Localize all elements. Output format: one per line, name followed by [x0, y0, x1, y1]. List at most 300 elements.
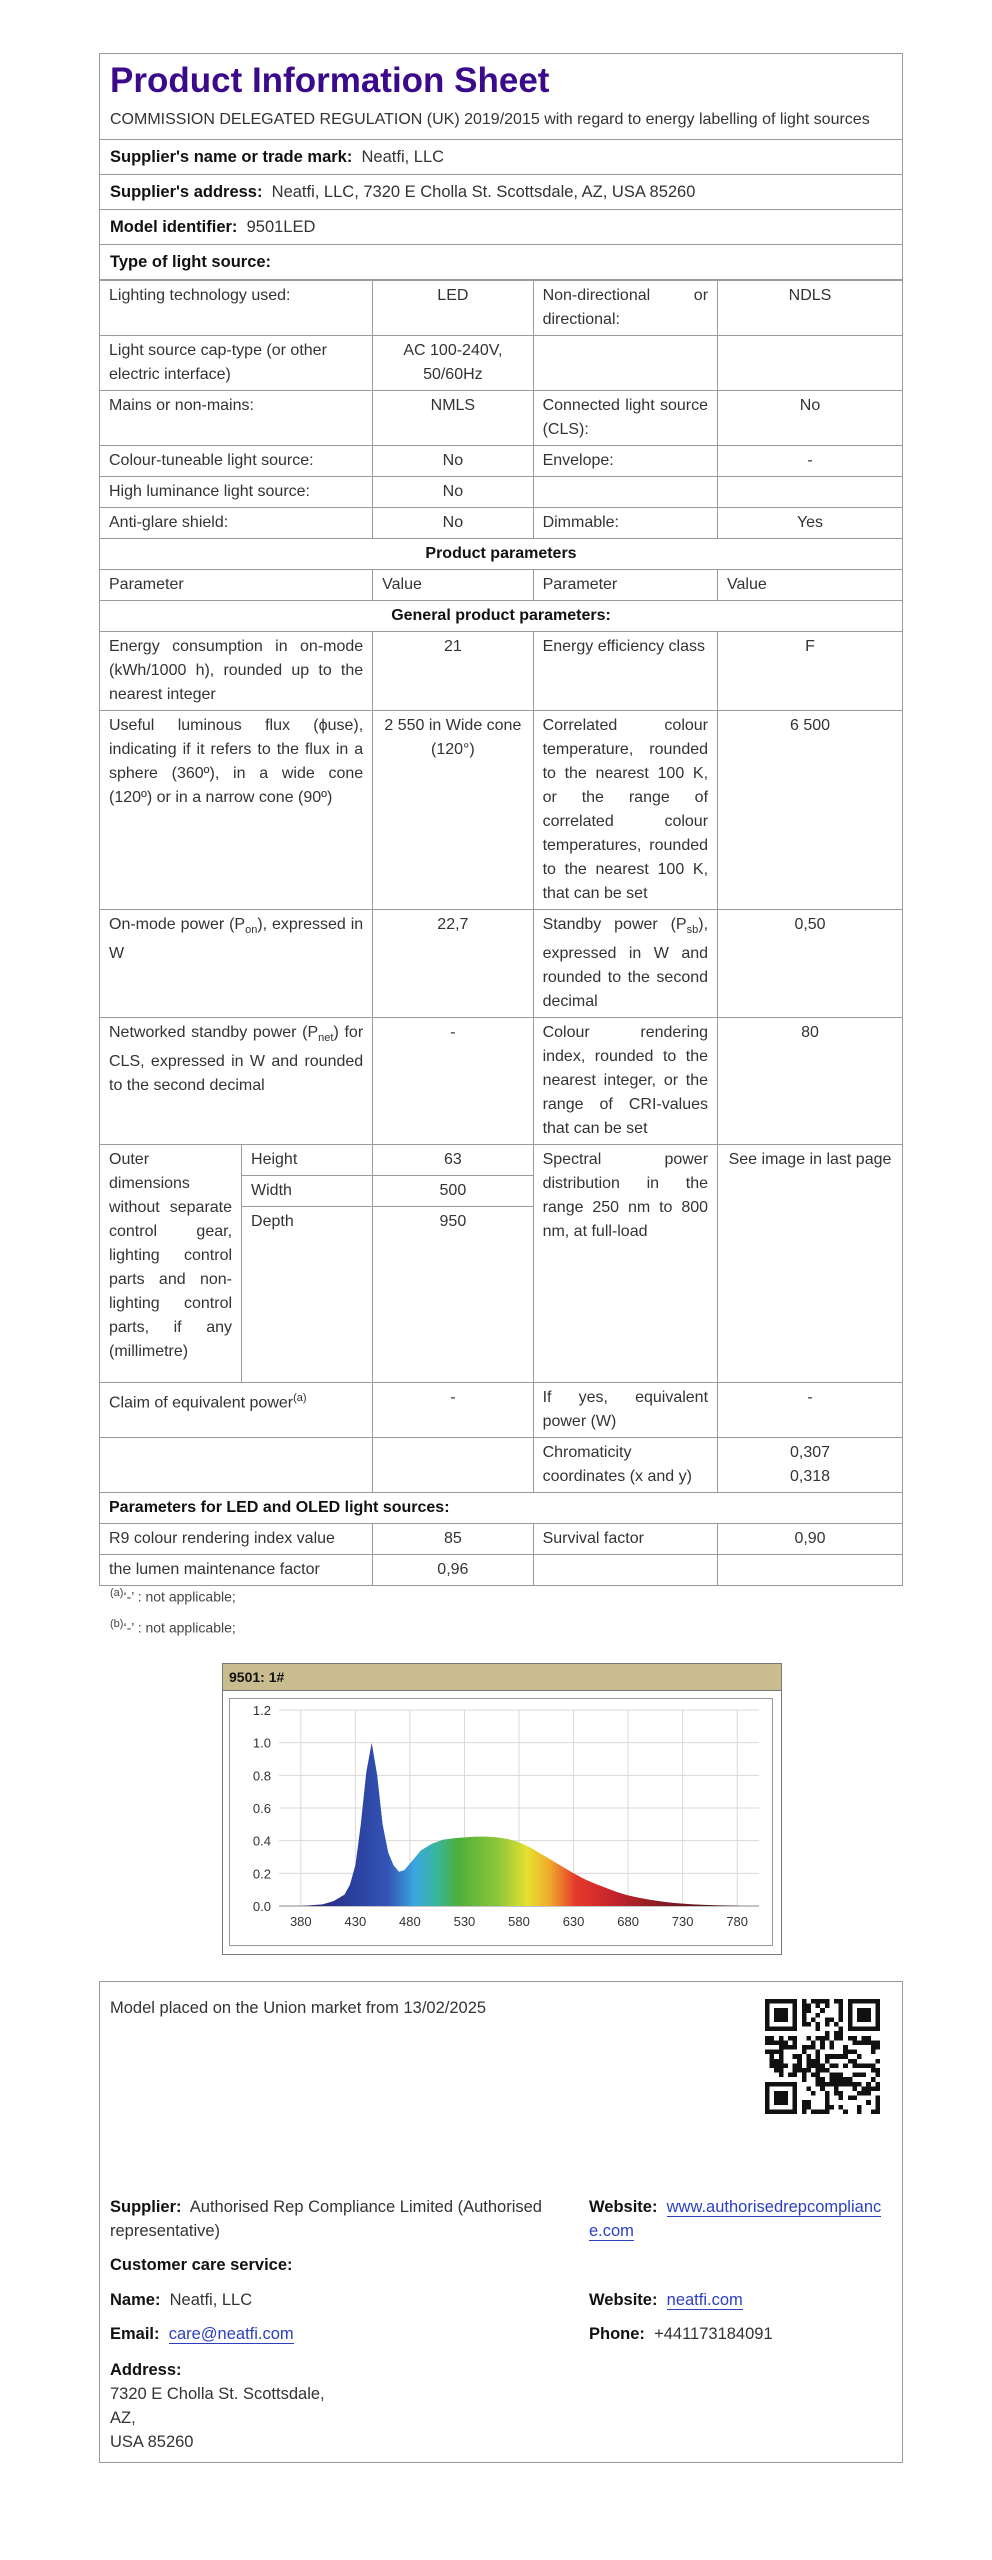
qr-module — [788, 2073, 793, 2078]
product-parameters-heading: Product parameters — [100, 539, 902, 570]
qr-module — [816, 2068, 821, 2073]
cell-label: Mains or non-mains: — [100, 391, 373, 446]
qr-module — [806, 2068, 811, 2073]
qr-module — [875, 2068, 880, 2073]
address-label: Address: — [110, 2361, 182, 2379]
qr-module — [793, 2096, 798, 2101]
qr-module — [793, 2027, 798, 2032]
qr-module — [843, 2077, 848, 2082]
table-row — [100, 601, 902, 632]
qr-module — [816, 1999, 821, 2004]
qr-module — [816, 2073, 821, 2078]
label-subscript: sb — [686, 924, 699, 937]
qr-module — [802, 2077, 807, 2082]
cell-value: 0,96 — [373, 1555, 533, 1586]
depth-value: 950 — [439, 1213, 467, 1231]
x-tick-label: 530 — [453, 1914, 476, 1929]
qr-module — [779, 2040, 784, 2045]
customer-care-heading — [110, 2253, 293, 2277]
qr-module — [793, 2008, 798, 2013]
supplier-value: Authorised Rep Compliance Limited (Authorised representative) — [110, 2198, 542, 2240]
qr-module — [834, 2022, 839, 2027]
qr-module — [802, 2105, 807, 2110]
name-info — [110, 2288, 252, 2312]
column-header: Value — [718, 570, 902, 601]
chromaticity-y: 0,318 — [789, 1468, 831, 1486]
qr-module — [825, 2054, 830, 2059]
y-tick-label: 0.8 — [252, 1768, 271, 1784]
qr-module — [834, 2063, 839, 2068]
qr-module — [816, 2050, 821, 2055]
qr-module — [857, 2054, 862, 2059]
qr-module — [797, 2054, 802, 2059]
table-row — [100, 1524, 902, 1555]
label-part: ), expressed in W and rounded to the second decimal — [542, 916, 709, 1011]
qr-module — [811, 2045, 816, 2050]
qr-module — [770, 2054, 775, 2059]
cell-value: NDLS — [718, 281, 902, 336]
y-tick-label: 0.0 — [252, 1899, 271, 1914]
qr-module — [820, 2068, 825, 2073]
model-identifier-label: Model identifier: — [110, 218, 238, 236]
qr-module — [806, 2086, 811, 2091]
cell-label: Energy efficiency class — [533, 632, 717, 711]
qr-module — [806, 2008, 811, 2013]
cell-value: No — [373, 508, 533, 539]
table-row — [100, 281, 902, 336]
label-part: ) for CLS, expressed in W and rounded to the second decimal — [109, 1024, 364, 1095]
qr-module — [839, 2013, 844, 2018]
market-date: Model placed on the Union market from 13/02/2025 — [110, 1999, 487, 2017]
qr-module — [806, 2004, 811, 2009]
qr-module — [788, 1999, 793, 2004]
supplier-name-label: Supplier's name or trade mark: — [110, 148, 353, 166]
qr-module — [783, 2096, 788, 2101]
cell-label: Non-directional or directional: — [533, 281, 717, 336]
qr-module — [862, 2040, 867, 2045]
qr-module — [816, 2059, 821, 2064]
cell-empty — [533, 1555, 717, 1586]
phone-label: Phone: — [589, 2325, 645, 2343]
supplier-address-row — [100, 175, 902, 210]
qr-module — [875, 2008, 880, 2013]
qr-module — [774, 2008, 779, 2013]
qr-module — [774, 2059, 779, 2064]
qr-module — [770, 2063, 775, 2068]
qr-module — [875, 2040, 880, 2045]
table-header-row — [100, 570, 902, 601]
qr-module — [806, 2045, 811, 2050]
cell-value — [718, 336, 902, 391]
table-row — [100, 910, 902, 1018]
qr-module — [866, 2063, 871, 2068]
cell-value — [718, 477, 902, 508]
footnote-text: ‘-’ : not applicable; — [123, 1588, 236, 1605]
qr-module — [765, 2105, 770, 2110]
qr-module — [802, 2004, 807, 2009]
qr-module — [788, 2082, 793, 2087]
label-part: On-mode power (P — [109, 916, 246, 933]
qr-module — [779, 2050, 784, 2055]
x-tick-label: 580 — [508, 1914, 530, 1929]
qr-module — [862, 2027, 867, 2032]
qr-module — [848, 2036, 853, 2041]
qr-module — [866, 2100, 871, 2105]
x-tick-label: 680 — [617, 1914, 639, 1929]
cell-value: 21 — [373, 632, 533, 711]
qr-module — [811, 2017, 816, 2022]
qr-module — [852, 2082, 857, 2087]
name-label: Name: — [110, 2291, 161, 2309]
qr-module — [779, 2013, 784, 2018]
cell-value: - — [373, 1383, 533, 1438]
qr-module — [839, 2031, 844, 2036]
email-label: Email: — [110, 2325, 160, 2343]
cell-value: 6 500 — [718, 711, 902, 910]
table-row — [100, 539, 902, 570]
footer-section — [99, 1981, 903, 2463]
qr-module — [834, 2073, 839, 2078]
cell-value: See image in last page — [718, 1145, 902, 1383]
qr-module — [875, 2082, 880, 2087]
cell-label — [533, 910, 717, 1018]
qr-module — [820, 2109, 825, 2114]
qr-module — [816, 2082, 821, 2087]
qr-module — [829, 2105, 834, 2110]
qr-module — [765, 1999, 770, 2004]
qr-module — [848, 2017, 853, 2022]
qr-module — [875, 2086, 880, 2091]
qr-module — [875, 2017, 880, 2022]
qr-module — [779, 2091, 784, 2096]
qr-module — [834, 2077, 839, 2082]
height-value: 63 — [373, 1145, 532, 1176]
qr-module — [770, 2109, 775, 2114]
cell-label: Connected light source (CLS): — [533, 391, 717, 446]
qr-module — [793, 2045, 798, 2050]
qr-module — [765, 2086, 770, 2091]
qr-module — [820, 2036, 825, 2041]
qr-module — [866, 2091, 871, 2096]
qr-module — [866, 2086, 871, 2091]
dimensions-table — [100, 1145, 372, 1382]
x-tick-label: 630 — [562, 1914, 585, 1929]
table-row — [100, 711, 902, 910]
cell-value: LED — [373, 281, 533, 336]
qr-module — [802, 2073, 807, 2078]
y-tick-label: 1.0 — [252, 1735, 271, 1751]
qr-module — [783, 2040, 788, 2045]
qr-module — [848, 2027, 853, 2032]
cell-label: Dimmable: — [533, 508, 717, 539]
qr-module — [857, 2073, 862, 2078]
qr-module — [811, 2059, 816, 2064]
qr-module — [765, 2008, 770, 2013]
website2-link[interactable]: neatfi.com — [666, 2291, 743, 2309]
qr-module — [774, 2050, 779, 2055]
cell-value: - — [718, 1383, 902, 1438]
qr-module — [802, 2068, 807, 2073]
qr-module — [848, 2059, 853, 2064]
qr-module — [811, 2091, 816, 2096]
qr-module — [848, 2008, 853, 2013]
qr-module — [770, 2027, 775, 2032]
cell-label: Useful luminous flux (ϕuse), indicating if it refers to the flux in a sphere (360º), in a wide cone (120º) or in a narrow cone (90º) — [100, 711, 373, 910]
cell-value: 0,50 — [718, 910, 902, 1018]
model-identifier-value: 9501LED — [246, 218, 316, 236]
qr-module — [774, 2091, 779, 2096]
qr-module — [779, 2096, 784, 2101]
qr-module — [862, 2073, 867, 2078]
qr-module — [834, 2036, 839, 2041]
qr-module — [871, 2063, 876, 2068]
qr-module — [793, 2054, 798, 2059]
supplier-address-label: Supplier's address: — [110, 183, 263, 201]
qr-module — [825, 2096, 830, 2101]
dimensions-label: Outer dimensions without separate control gear, lighting control parts and non-lighting control parts, if any (millimetre) — [100, 1145, 242, 1382]
address-info — [110, 2358, 325, 2454]
qr-module — [825, 1999, 830, 2004]
qr-module — [848, 2077, 853, 2082]
y-tick-label: 0.6 — [252, 1801, 271, 1816]
qr-module — [774, 1999, 779, 2004]
qr-module — [793, 2082, 798, 2087]
qr-module — [774, 2068, 779, 2073]
label-superscript: (a) — [293, 1392, 307, 1405]
qr-module — [779, 2109, 784, 2114]
qr-module — [866, 2040, 871, 2045]
qr-module — [793, 2073, 798, 2078]
qr-module — [852, 2040, 857, 2045]
qr-module — [866, 2008, 871, 2013]
qr-module — [793, 1999, 798, 2004]
email-link[interactable]: care@neatfi.com — [168, 2325, 294, 2343]
cell-label: Colour-tuneable light source: — [100, 446, 373, 477]
customer-care-label: Customer care service: — [110, 2256, 293, 2274]
qr-module — [765, 2109, 770, 2114]
qr-module — [820, 2077, 825, 2082]
qr-module — [839, 2008, 844, 2013]
website-link[interactable]: www.authorisedrepcompliance.com — [589, 2198, 882, 2240]
qr-module — [848, 2022, 853, 2027]
qr-module — [793, 2040, 798, 2045]
qr-module — [843, 2109, 848, 2114]
address-line: USA 85260 — [110, 2433, 194, 2451]
general-parameters-heading: General product parameters: — [100, 601, 902, 632]
column-header: Value — [373, 570, 533, 601]
table-row — [100, 1438, 902, 1493]
qr-module — [820, 2008, 825, 2013]
qr-module — [852, 2063, 857, 2068]
qr-module — [852, 2050, 857, 2055]
qr-module — [793, 2109, 798, 2114]
qr-module — [793, 2086, 798, 2091]
qr-module — [871, 2109, 876, 2114]
qr-module — [857, 2105, 862, 2110]
y-tick-label: 0.2 — [252, 1866, 271, 1882]
qr-module — [843, 2063, 848, 2068]
qr-module — [825, 2004, 830, 2009]
qr-module — [765, 2050, 770, 2055]
chart-frame — [230, 1699, 773, 1946]
cell-value — [718, 1438, 902, 1493]
qr-module — [820, 2086, 825, 2091]
qr-module — [839, 2004, 844, 2009]
qr-module — [779, 2036, 784, 2041]
qr-module — [765, 2027, 770, 2032]
qr-module — [783, 2082, 788, 2087]
qr-module — [866, 2036, 871, 2041]
website2-label: Website: — [589, 2291, 658, 2309]
qr-module — [839, 1999, 844, 2004]
qr-module — [811, 1999, 816, 2004]
supplier-info — [110, 2195, 580, 2243]
qr-module — [825, 2031, 830, 2036]
cell-value: No — [718, 391, 902, 446]
qr-module — [797, 2059, 802, 2064]
qr-module — [774, 2027, 779, 2032]
qr-module — [816, 2077, 821, 2082]
dimensions-values-cell — [373, 1145, 533, 1383]
qr-module — [857, 2091, 862, 2096]
label-part: Standby power (P — [542, 916, 687, 933]
qr-module — [820, 2082, 825, 2087]
supplier-name-row — [100, 140, 902, 175]
led-parameters-heading: Parameters for LED and OLED light sources: — [100, 1493, 902, 1524]
qr-module — [806, 2036, 811, 2041]
cell-label: Light source cap-type (or other electric interface) — [100, 336, 373, 391]
qr-module — [770, 2082, 775, 2087]
qr-module — [857, 2082, 862, 2087]
qr-module — [793, 2022, 798, 2027]
qr-module — [825, 2022, 830, 2027]
qr-module — [816, 2022, 821, 2027]
cell-label: the lumen maintenance factor — [100, 1555, 373, 1586]
qr-module — [820, 2045, 825, 2050]
supplier-label: Supplier: — [110, 2198, 182, 2216]
qr-module — [857, 2008, 862, 2013]
qr-module — [774, 2100, 779, 2105]
qr-module — [779, 2008, 784, 2013]
qr-module — [875, 2045, 880, 2050]
phone-info — [589, 2322, 773, 2346]
qr-module — [829, 2017, 834, 2022]
qr-module — [765, 2022, 770, 2027]
qr-module — [816, 2109, 821, 2114]
qr-module — [862, 2086, 867, 2091]
qr-code-icon[interactable] — [765, 1999, 880, 2114]
label-part: Networked standby power (P — [109, 1024, 319, 1042]
table-row — [100, 1493, 902, 1524]
table-row — [100, 1018, 902, 1145]
qr-module — [848, 2050, 853, 2055]
qr-module — [852, 2086, 857, 2091]
spectral-chart — [222, 1663, 782, 1955]
x-tick-label: 780 — [726, 1914, 749, 1929]
qr-module — [857, 2017, 862, 2022]
qr-module — [802, 2017, 807, 2022]
cell-value: - — [718, 446, 902, 477]
qr-module — [779, 2100, 784, 2105]
qr-module — [806, 2063, 811, 2068]
qr-module — [839, 2091, 844, 2096]
column-header: Parameter — [100, 570, 373, 601]
phone-value: +441173184091 — [654, 2325, 773, 2343]
table-row — [100, 336, 902, 391]
qr-module — [779, 2045, 784, 2050]
cell-value: 2 550 in Wide cone (120°) — [373, 711, 533, 910]
cell-value: F — [718, 632, 902, 711]
qr-module — [765, 2096, 770, 2101]
cell-value: 0,90 — [718, 1524, 902, 1555]
qr-module — [779, 2017, 784, 2022]
cell-label: Chromaticity coordinates (x and y) — [533, 1438, 717, 1493]
qr-module — [834, 2086, 839, 2091]
light-source-type-heading — [100, 245, 902, 280]
qr-module — [875, 1999, 880, 2004]
qr-module — [783, 2045, 788, 2050]
footnote-text: ‘-’ : not applicable; — [123, 1619, 236, 1636]
qr-module — [875, 2013, 880, 2018]
cell-label — [100, 1383, 373, 1438]
qr-module — [802, 1999, 807, 2004]
cell-value: 22,7 — [373, 910, 533, 1018]
qr-module — [834, 2031, 839, 2036]
qr-module — [871, 2027, 876, 2032]
qr-module — [871, 2045, 876, 2050]
qr-module — [788, 2027, 793, 2032]
qr-module — [852, 2059, 857, 2064]
table-row — [100, 1383, 902, 1438]
qr-module — [793, 2068, 798, 2073]
qr-module — [770, 2040, 775, 2045]
qr-module — [779, 2068, 784, 2073]
qr-module — [875, 2004, 880, 2009]
qr-module — [825, 2105, 830, 2110]
qr-module — [797, 2063, 802, 2068]
cell-value: Yes — [718, 508, 902, 539]
qr-module — [774, 2096, 779, 2101]
cell-value: No — [373, 477, 533, 508]
qr-module — [783, 2063, 788, 2068]
qr-module — [783, 1999, 788, 2004]
qr-module — [829, 2040, 834, 2045]
qr-module — [857, 2040, 862, 2045]
supplier-address-value: Neatfi, LLC, 7320 E Cholla St. Scottsdale, AZ, USA 85260 — [271, 183, 696, 201]
qr-module — [793, 2004, 798, 2009]
qr-module — [866, 2082, 871, 2087]
qr-module — [862, 2063, 867, 2068]
dimensions-cell — [100, 1145, 373, 1383]
qr-module — [839, 2017, 844, 2022]
qr-module — [829, 2045, 834, 2050]
regulation-text: COMMISSION DELEGATED REGULATION (UK) 2019/2015 with regard to energy labelling of light sources — [100, 104, 902, 140]
label-subscript: net — [318, 1032, 334, 1045]
qr-module — [866, 2017, 871, 2022]
email-info — [110, 2322, 294, 2346]
qr-module — [825, 2036, 830, 2041]
y-tick-label: 1.2 — [252, 1703, 271, 1718]
qr-module — [783, 2013, 788, 2018]
width-label: Width — [242, 1176, 373, 1207]
cell-value: AC 100-240V, 50/60Hz — [373, 336, 533, 391]
depth-label: Depth — [251, 1213, 294, 1231]
qr-module — [811, 2063, 816, 2068]
qr-module — [852, 2027, 857, 2032]
qr-module — [779, 2073, 784, 2078]
footnote-b — [110, 1611, 236, 1642]
qr-module — [875, 2105, 880, 2110]
